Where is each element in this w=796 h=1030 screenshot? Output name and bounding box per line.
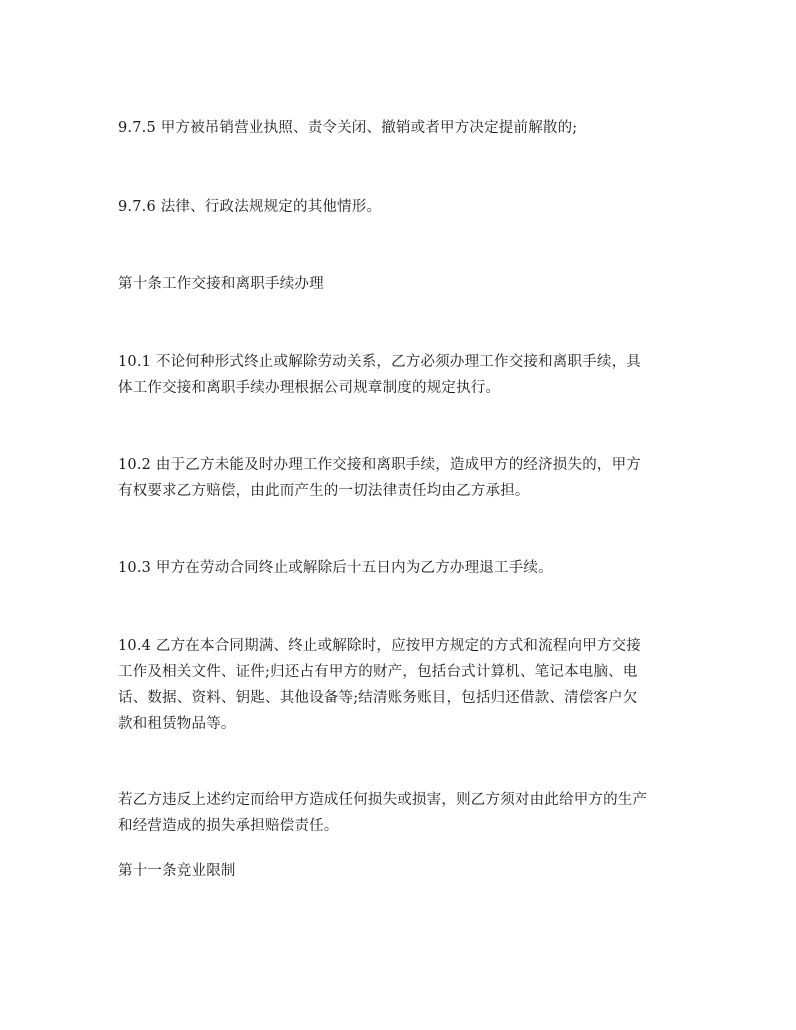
paragraph-line: 10.3 甲方在劳动合同终止或解除后十五日内为乙方办理退工手续。 <box>118 560 553 576</box>
paragraph-line: 第十一条竞业限制 <box>118 863 236 879</box>
paragraph-line: 体工作交接和离职手续办理根据公司规章制度的规定执行。 <box>118 380 501 396</box>
paragraph-line: 10.4 乙方在本合同期满、终止或解除时，应按甲方规定的方式和流程向甲方交接 <box>118 638 641 654</box>
paragraph-9-7-5 <box>118 115 688 141</box>
paragraph-line: 第十条工作交接和离职手续办理 <box>118 276 324 292</box>
paragraph-line: 有权要求乙方赔偿，由此而产生的一切法律责任均由乙方承担。 <box>118 483 530 499</box>
paragraph-line: 工作及相关文件、证件;归还占有甲方的财产，包括台式计算机、笔记本电脑、电 <box>118 664 638 680</box>
paragraph-10-1 <box>118 349 688 401</box>
paragraph-line: 款和租赁物品等。 <box>118 716 236 732</box>
paragraph-10-2 <box>118 452 688 504</box>
section-heading-article-11 <box>118 858 688 884</box>
paragraph-10-4 <box>118 633 688 737</box>
paragraph-10-3 <box>118 555 688 581</box>
paragraph-line: 若乙方违反上述约定而给甲方造成任何损失或损害，则乙方须对由此给甲方的生产 <box>118 792 648 808</box>
paragraph-line: 话、数据、资料、钥匙、其他设备等;结清账务账目，包括归还借款、清偿客户欠 <box>118 690 638 706</box>
paragraph-liability <box>118 787 688 839</box>
paragraph-line: 9.7.6 法律、行政法规规定的其他情形。 <box>118 199 382 215</box>
section-heading-article-10 <box>118 271 688 297</box>
paragraph-line: 10.2 由于乙方未能及时办理工作交接和离职手续，造成甲方的经济损失的，甲方 <box>118 457 641 473</box>
paragraph-line: 9.7.5 甲方被吊销营业执照、责令关闭、撤销或者甲方决定提前解散的; <box>118 120 578 136</box>
paragraph-9-7-6 <box>118 194 688 220</box>
paragraph-line: 和经营造成的损失承担赔偿责任。 <box>118 818 339 834</box>
paragraph-line: 10.1 不论何种形式终止或解除劳动关系，乙方必须办理工作交接和离职手续，具 <box>118 354 641 370</box>
